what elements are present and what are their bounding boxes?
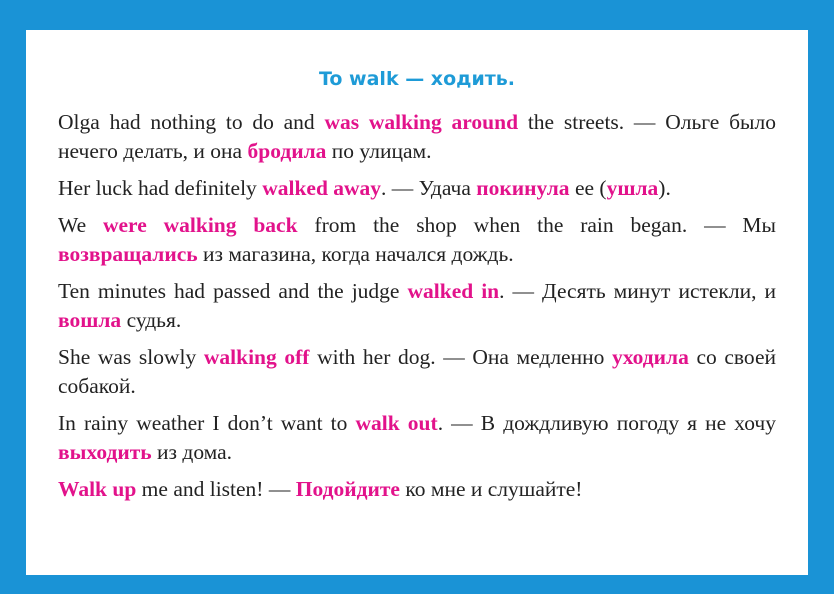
example-sentence	[58, 409, 776, 467]
highlighted-phrase: возвращались	[58, 241, 198, 266]
sentence-text: ).	[658, 175, 671, 200]
example-sentence	[58, 475, 776, 504]
sentence-text: по улицам.	[326, 138, 432, 163]
highlighted-phrase: walked away	[262, 175, 382, 200]
sentence-text: from the shop when the rain began. — Мы	[297, 212, 776, 237]
highlighted-phrase: walked in	[407, 278, 500, 303]
highlighted-phrase: вошла	[58, 307, 122, 332]
sentence-text: . — В дождливую погоду я не хочу	[437, 410, 776, 435]
highlighted-phrase: walking off	[203, 344, 310, 369]
sentence-text: из магазина, когда начался дождь.	[197, 241, 514, 266]
example-sentence	[58, 277, 776, 335]
highlighted-phrase: покинула	[476, 175, 570, 200]
example-sentence	[58, 174, 776, 203]
highlighted-phrase: ушла	[606, 175, 659, 200]
sentence-text: Her luck had definitely	[58, 175, 263, 200]
sentence-text: ее (	[569, 175, 607, 200]
sentence-text: . — Удача	[381, 175, 477, 200]
sentence-text: Olga had nothing to do and	[58, 109, 325, 134]
sentence-text: We	[58, 212, 103, 237]
sentence-text: She was slowly	[58, 344, 204, 369]
highlighted-phrase: were walking back	[102, 212, 298, 237]
example-sentence	[58, 343, 776, 401]
card-title: To walk — ходить.	[318, 68, 516, 90]
vocabulary-card	[26, 30, 808, 575]
highlighted-phrase: уходила	[611, 344, 689, 369]
sentence-text: ко мне и слушайте!	[399, 476, 583, 501]
sentence-text: судья.	[121, 307, 182, 332]
sentence-text: Ten minutes had passed and the judge	[58, 278, 408, 303]
sentence-text: из дома.	[151, 439, 233, 464]
example-sentence	[58, 211, 776, 269]
highlighted-phrase: walk out	[355, 410, 438, 435]
sentence-text: me and listen! —	[136, 476, 296, 501]
sentence-text: . — Десять минут истекли, и	[499, 278, 776, 303]
sentence-text: In rainy weather I don’t want to	[58, 410, 356, 435]
sentence-text: со своей собакой.	[58, 344, 776, 398]
highlighted-phrase: выходить	[58, 439, 152, 464]
highlighted-phrase: Подойдите	[295, 476, 400, 501]
highlighted-phrase: was walking around	[324, 109, 519, 134]
highlighted-phrase: Walk up	[58, 476, 137, 501]
sentence-text: with her dog. — Она медленно	[309, 344, 612, 369]
highlighted-phrase: бродила	[247, 138, 327, 163]
example-sentence	[58, 108, 776, 166]
sentence-text: the streets. — Ольге было нечего делать, и она	[58, 109, 776, 163]
